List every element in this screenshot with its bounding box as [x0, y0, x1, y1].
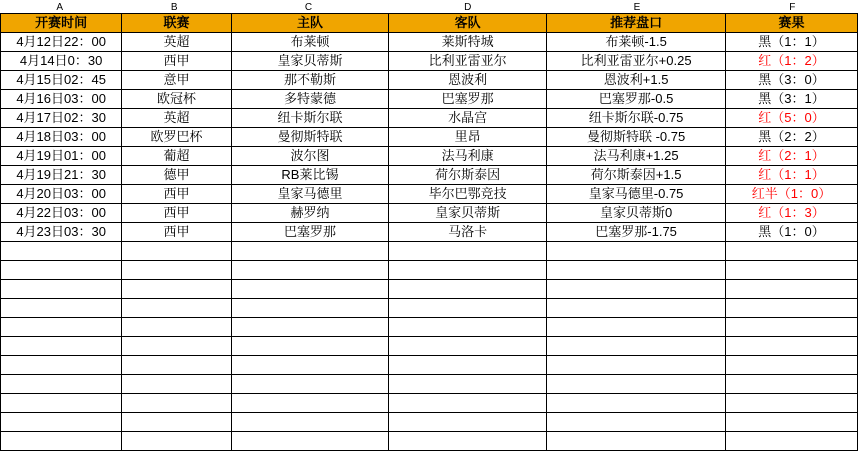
cell-home[interactable]: 多特蒙德 — [231, 90, 388, 109]
empty-cell[interactable] — [122, 299, 232, 318]
cell-away[interactable]: 里昂 — [389, 128, 547, 147]
cell-league[interactable]: 英超 — [122, 109, 232, 128]
empty-cell[interactable] — [1, 375, 122, 394]
empty-cell[interactable] — [231, 432, 388, 451]
empty-cell[interactable] — [726, 318, 858, 337]
column-header-a[interactable]: A — [56, 1, 64, 13]
empty-cell[interactable] — [122, 432, 232, 451]
cell-line[interactable]: 皇家贝蒂斯0 — [547, 204, 726, 223]
empty-cell[interactable] — [231, 280, 388, 299]
empty-cell[interactable] — [1, 261, 122, 280]
cell-line[interactable]: 荷尔斯泰因+1.5 — [547, 166, 726, 185]
column-header-d[interactable]: D — [464, 1, 472, 13]
table-row[interactable] — [1, 109, 858, 128]
cell-league[interactable]: 葡超 — [122, 147, 232, 166]
empty-cell[interactable] — [547, 337, 726, 356]
cell-time[interactable]: 4月22日03：00 — [1, 204, 122, 223]
empty-table-row[interactable] — [1, 280, 858, 299]
cell-time[interactable]: 4月17日02：30 — [1, 109, 122, 128]
empty-cell[interactable] — [231, 261, 388, 280]
empty-cell[interactable] — [122, 280, 232, 299]
cell-away[interactable]: 比利亚雷亚尔 — [389, 52, 547, 71]
empty-cell[interactable] — [726, 261, 858, 280]
empty-cell[interactable] — [1, 337, 122, 356]
table-header-row — [1, 14, 858, 33]
cell-away[interactable]: 马洛卡 — [389, 223, 547, 242]
empty-cell[interactable] — [231, 356, 388, 375]
empty-cell[interactable] — [547, 280, 726, 299]
header-cell-line: 推荐盘口 — [547, 14, 726, 33]
empty-cell[interactable] — [1, 280, 122, 299]
cell-league[interactable]: 西甲 — [122, 52, 232, 71]
cell-away[interactable]: 巴塞罗那 — [389, 90, 547, 109]
empty-cell[interactable] — [726, 413, 858, 432]
empty-cell[interactable] — [547, 318, 726, 337]
empty-cell[interactable] — [389, 432, 547, 451]
cell-result[interactable]: 黑（1：1） — [726, 33, 858, 52]
header-cell-home: 主队 — [231, 14, 388, 33]
cell-away[interactable]: 水晶宫 — [389, 109, 547, 128]
empty-cell[interactable] — [231, 242, 388, 261]
empty-cell[interactable] — [122, 242, 232, 261]
empty-cell[interactable] — [389, 280, 547, 299]
empty-cell[interactable] — [122, 261, 232, 280]
cell-time[interactable]: 4月19日21：30 — [1, 166, 122, 185]
cell-line[interactable]: 比利亚雷亚尔+0.25 — [547, 52, 726, 71]
empty-cell[interactable] — [547, 432, 726, 451]
empty-cell[interactable] — [122, 356, 232, 375]
column-header-strip — [0, 0, 858, 14]
empty-cell[interactable] — [547, 261, 726, 280]
empty-cell[interactable] — [389, 337, 547, 356]
empty-cell[interactable] — [1, 394, 122, 413]
cell-league[interactable]: 英超 — [122, 33, 232, 52]
table-row[interactable] — [1, 71, 858, 90]
cell-time[interactable]: 4月15日02：45 — [1, 71, 122, 90]
cell-away[interactable]: 荷尔斯泰因 — [389, 166, 547, 185]
header-cell-time: 开赛时间 — [1, 14, 122, 33]
empty-cell[interactable] — [231, 394, 388, 413]
cell-league[interactable]: 西甲 — [122, 185, 232, 204]
empty-cell[interactable] — [726, 394, 858, 413]
empty-cell[interactable] — [726, 299, 858, 318]
empty-cell[interactable] — [231, 375, 388, 394]
empty-cell[interactable] — [1, 242, 122, 261]
cell-time[interactable]: 4月16日03：00 — [1, 90, 122, 109]
cell-line[interactable]: 恩波利+1.5 — [547, 71, 726, 90]
cell-line[interactable]: 布莱顿-1.5 — [547, 33, 726, 52]
cell-home[interactable]: 赫罗纳 — [231, 204, 388, 223]
table-row[interactable] — [1, 223, 858, 242]
empty-cell[interactable] — [547, 299, 726, 318]
data-table-body — [1, 14, 858, 242]
empty-rows-body — [1, 242, 858, 451]
empty-cell[interactable] — [1, 432, 122, 451]
table-row[interactable] — [1, 185, 858, 204]
cell-result[interactable]: 红（2：1） — [726, 147, 858, 166]
cell-result[interactable]: 黑（3：1） — [726, 90, 858, 109]
empty-cell[interactable] — [726, 375, 858, 394]
cell-home[interactable]: 纽卡斯尔联 — [231, 109, 388, 128]
empty-table-row[interactable] — [1, 318, 858, 337]
empty-cell[interactable] — [547, 413, 726, 432]
cell-league[interactable]: 欧罗巴杯 — [122, 128, 232, 147]
cell-line[interactable]: 巴塞罗那-0.5 — [547, 90, 726, 109]
cell-result[interactable]: 黑（1：0） — [726, 223, 858, 242]
cell-away[interactable]: 法马利康 — [389, 147, 547, 166]
cell-league[interactable]: 西甲 — [122, 223, 232, 242]
cell-result[interactable]: 红（5：0） — [726, 109, 858, 128]
cell-home[interactable]: 巴塞罗那 — [231, 223, 388, 242]
empty-table-row[interactable] — [1, 337, 858, 356]
cell-result[interactable]: 红（1：2） — [726, 52, 858, 71]
column-header-row — [0, 0, 858, 14]
table-row[interactable] — [1, 204, 858, 223]
cell-result[interactable]: 黑（2：2） — [726, 128, 858, 147]
cell-home[interactable]: 波尔图 — [231, 147, 388, 166]
cell-league[interactable]: 欧冠杯 — [122, 90, 232, 109]
empty-cell[interactable] — [726, 337, 858, 356]
empty-table-row[interactable] — [1, 394, 858, 413]
cell-result[interactable]: 红半（1：0） — [726, 185, 858, 204]
cell-line[interactable]: 皇家马德里-0.75 — [547, 185, 726, 204]
empty-cell[interactable] — [1, 413, 122, 432]
cell-away[interactable]: 皇家贝蒂斯 — [389, 204, 547, 223]
empty-table-row[interactable] — [1, 242, 858, 261]
empty-cell[interactable] — [726, 356, 858, 375]
cell-time[interactable]: 4月12日22：00 — [1, 33, 122, 52]
cell-line[interactable]: 曼彻斯特联 -0.75 — [547, 128, 726, 147]
empty-cell[interactable] — [122, 394, 232, 413]
empty-cell[interactable] — [547, 375, 726, 394]
cell-home[interactable]: 那不勒斯 — [231, 71, 388, 90]
table-row[interactable] — [1, 90, 858, 109]
cell-result[interactable]: 红（1：3） — [726, 204, 858, 223]
cell-home[interactable]: 皇家贝蒂斯 — [231, 52, 388, 71]
cell-line[interactable]: 纽卡斯尔联-0.75 — [547, 109, 726, 128]
cell-home[interactable]: 皇家马德里 — [231, 185, 388, 204]
table-row[interactable] — [1, 52, 858, 71]
empty-cell[interactable] — [231, 299, 388, 318]
empty-table-row[interactable] — [1, 356, 858, 375]
cell-league[interactable]: 西甲 — [122, 204, 232, 223]
empty-cell[interactable] — [1, 299, 122, 318]
empty-cell[interactable] — [389, 242, 547, 261]
column-header-e[interactable]: E — [633, 1, 641, 13]
data-table — [0, 13, 858, 451]
header-cell-result: 赛果 — [726, 14, 858, 33]
cell-home[interactable]: 布莱顿 — [231, 33, 388, 52]
table-row[interactable] — [1, 128, 858, 147]
empty-table-row[interactable] — [1, 375, 858, 394]
empty-cell[interactable] — [726, 280, 858, 299]
empty-cell[interactable] — [231, 337, 388, 356]
cell-away[interactable]: 恩波利 — [389, 71, 547, 90]
cell-time[interactable]: 4月14日0：30 — [1, 52, 122, 71]
cell-away[interactable]: 毕尔巴鄂竞技 — [389, 185, 547, 204]
column-header-b[interactable]: B — [170, 1, 178, 13]
empty-cell[interactable] — [122, 413, 232, 432]
empty-cell[interactable] — [122, 337, 232, 356]
empty-cell[interactable] — [389, 318, 547, 337]
empty-table-row[interactable] — [1, 413, 858, 432]
cell-time[interactable]: 4月23日03：30 — [1, 223, 122, 242]
empty-cell[interactable] — [389, 261, 547, 280]
cell-away[interactable]: 莱斯特城 — [389, 33, 547, 52]
cell-time[interactable]: 4月20日03：00 — [1, 185, 122, 204]
empty-table-row[interactable] — [1, 432, 858, 451]
cell-time[interactable]: 4月19日01：00 — [1, 147, 122, 166]
empty-cell[interactable] — [389, 394, 547, 413]
cell-line[interactable]: 法马利康+1.25 — [547, 147, 726, 166]
empty-cell[interactable] — [389, 413, 547, 432]
table-row[interactable] — [1, 166, 858, 185]
empty-table-row[interactable] — [1, 299, 858, 318]
table-row[interactable] — [1, 147, 858, 166]
empty-cell[interactable] — [122, 375, 232, 394]
empty-cell[interactable] — [547, 394, 726, 413]
cell-home[interactable]: RB莱比锡 — [231, 166, 388, 185]
cell-time[interactable]: 4月18日03：00 — [1, 128, 122, 147]
cell-result[interactable]: 黑（3：0） — [726, 71, 858, 90]
cell-result[interactable]: 红（1：1） — [726, 166, 858, 185]
header-cell-away: 客队 — [389, 14, 547, 33]
cell-line[interactable]: 巴塞罗那-1.75 — [547, 223, 726, 242]
header-cell-league: 联赛 — [122, 14, 232, 33]
empty-table-row[interactable] — [1, 261, 858, 280]
empty-cell[interactable] — [389, 375, 547, 394]
empty-cell[interactable] — [726, 242, 858, 261]
cell-league[interactable]: 德甲 — [122, 166, 232, 185]
table-row[interactable] — [1, 33, 858, 52]
empty-cell[interactable] — [122, 318, 232, 337]
empty-cell[interactable] — [547, 356, 726, 375]
column-header-c[interactable]: C — [304, 1, 313, 13]
empty-cell[interactable] — [1, 356, 122, 375]
column-header-f[interactable]: F — [789, 1, 796, 13]
empty-cell[interactable] — [231, 318, 388, 337]
cell-home[interactable]: 曼彻斯特联 — [231, 128, 388, 147]
empty-cell[interactable] — [389, 299, 547, 318]
empty-cell[interactable] — [1, 318, 122, 337]
empty-cell[interactable] — [231, 413, 388, 432]
empty-cell[interactable] — [547, 242, 726, 261]
cell-league[interactable]: 意甲 — [122, 71, 232, 90]
empty-cell[interactable] — [726, 432, 858, 451]
empty-cell[interactable] — [389, 356, 547, 375]
